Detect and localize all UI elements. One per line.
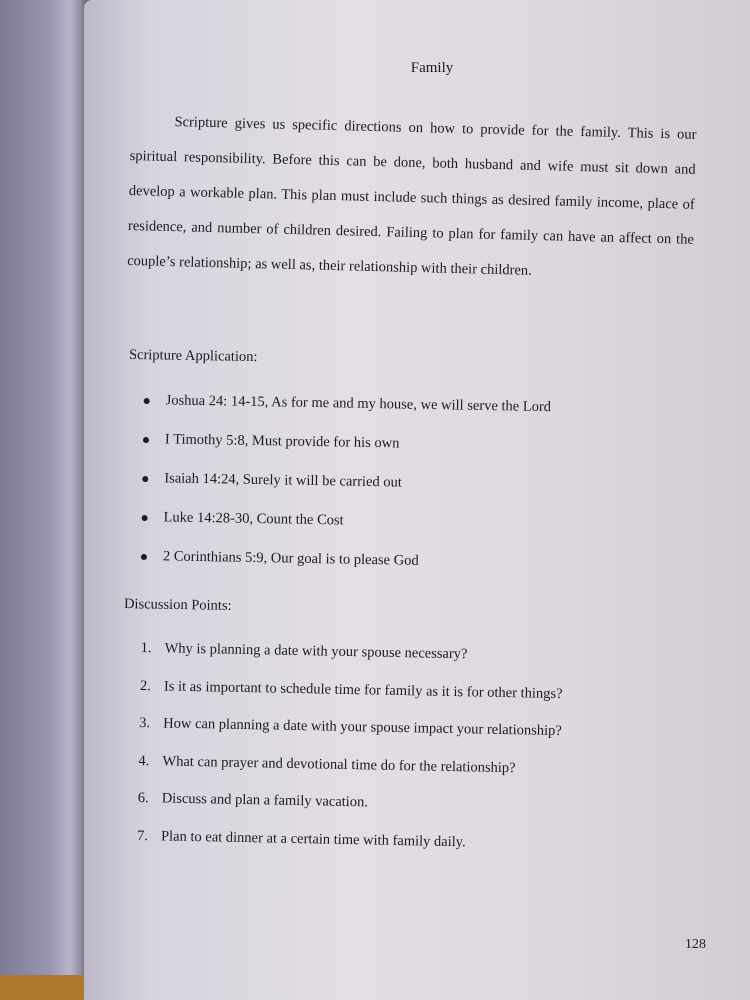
discussion-item: What can prayer and devotional time do for the relationship? xyxy=(162,753,516,776)
scripture-heading: Scripture Application: xyxy=(128,346,258,366)
discussion-item: How can planning a date with your spouse impact your relationship? xyxy=(163,715,562,740)
book-page xyxy=(84,0,750,1000)
scripture-item: Luke 14:28-30, Count the Cost xyxy=(163,509,344,529)
discussion-heading: Discussion Points: xyxy=(123,596,232,614)
scripture-item: Isaiah 14:24, Surely it will be carried out xyxy=(164,470,403,491)
discussion-item: Is it as important to schedule time for family as it is for other things? xyxy=(163,678,563,702)
scripture-item: I Timothy 5:8, Must provide for his own xyxy=(164,431,400,452)
item-number: 1. xyxy=(140,640,152,657)
bullet-icon xyxy=(142,475,148,481)
item-number: 4. xyxy=(138,752,150,769)
discussion-item: Discuss and plan a family vacation. xyxy=(161,790,369,811)
discussion-list xyxy=(137,630,701,866)
bullet-icon xyxy=(141,553,147,559)
scripture-item: 2 Corinthians 5:9, Our goal is to please God xyxy=(162,548,419,569)
item-number: 6. xyxy=(137,790,149,807)
list-item xyxy=(141,537,682,585)
item-number: 2. xyxy=(139,677,151,694)
item-number: 7. xyxy=(136,827,149,844)
bullet-icon xyxy=(142,514,148,520)
scripture-item: Joshua 24: 14-15, As for me and my house, we will serve the Lord xyxy=(165,392,552,416)
scripture-list xyxy=(141,381,684,585)
page-title: Family xyxy=(410,60,454,76)
intro-paragraph: Scripture gives us specific directions on how to provide for the family. This is our spiritual responsibility. Before this can be done, both husband and wife must sit down and develop a workable plan. This plan must include such things as desired family income, place of residence, and number of children desired. Failing to plan for family can have an affect on the couple’s relationship; as well as, their relationship with their children. xyxy=(126,114,697,279)
discussion-item: Why is planning a date with your spouse necessary? xyxy=(164,640,468,663)
discussion-item: Plan to eat dinner at a certain time with family daily. xyxy=(160,828,466,851)
bullet-icon xyxy=(143,436,149,442)
page-number: 128 xyxy=(685,937,706,952)
item-number: 3. xyxy=(139,715,151,732)
bullet-icon xyxy=(144,397,150,403)
